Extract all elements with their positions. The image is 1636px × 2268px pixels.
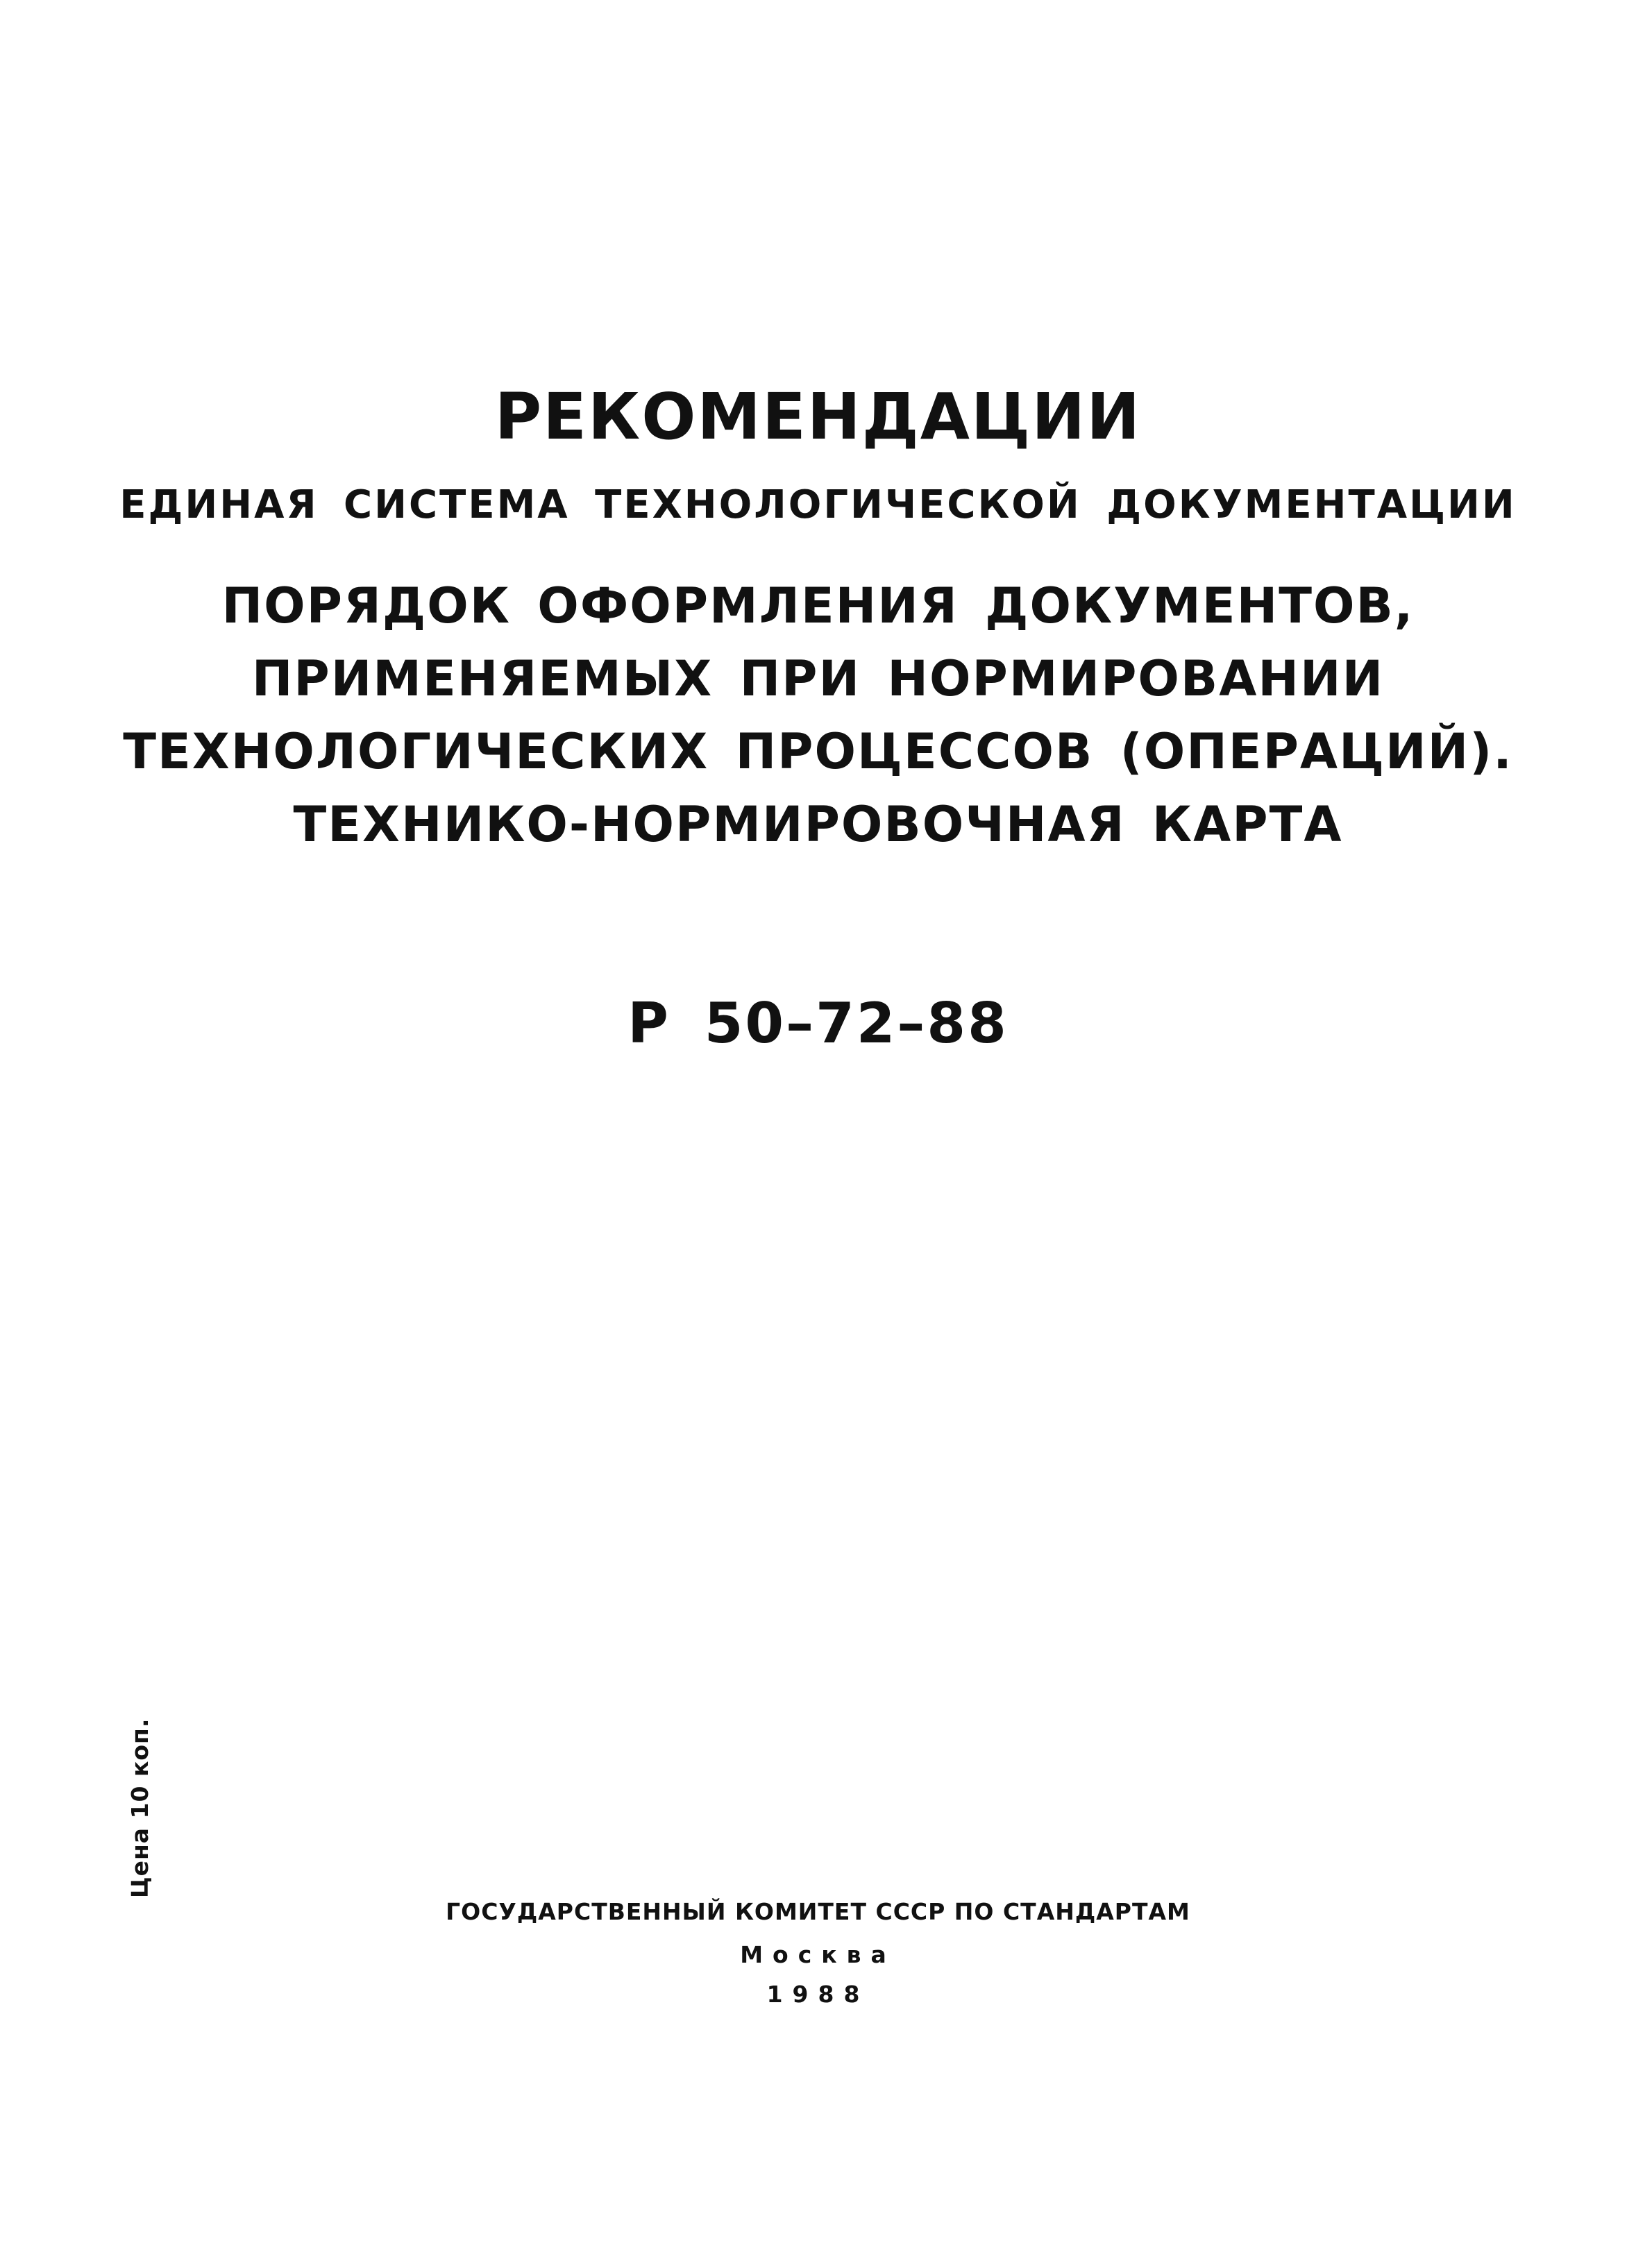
document-heading: РЕКОМЕНДАЦИИ: [494, 380, 1142, 454]
document-title-line-3: ТЕХНОЛОГИЧЕСКИХ ПРОЦЕССОВ (ОПЕРАЦИЙ).: [123, 723, 1513, 780]
price-label: Цена 10 коп.: [126, 1718, 153, 1898]
publication-city: Москва: [740, 1941, 896, 1968]
publication-year: 1988: [766, 1981, 870, 2008]
publisher-name: ГОСУДАРСТВЕННЫЙ КОМИТЕТ СССР ПО СТАНДАРТАМ: [446, 1898, 1190, 1925]
document-title-line-2: ПРИМЕНЯЕМЫХ ПРИ НОРМИРОВАНИИ: [251, 650, 1385, 707]
document-title-line-1: ПОРЯДОК ОФОРМЛЕНИЯ ДОКУМЕНТОВ,: [221, 577, 1415, 634]
document-code: Р 50–72–88: [627, 991, 1009, 1056]
standard-series-name: ЕДИНАЯ СИСТЕМА ТЕХНОЛОГИЧЕСКОЙ ДОКУМЕНТАЦИИ: [119, 482, 1517, 527]
document-title-line-4: ТЕХНИКО-НОРМИРОВОЧНАЯ КАРТА: [293, 796, 1343, 853]
